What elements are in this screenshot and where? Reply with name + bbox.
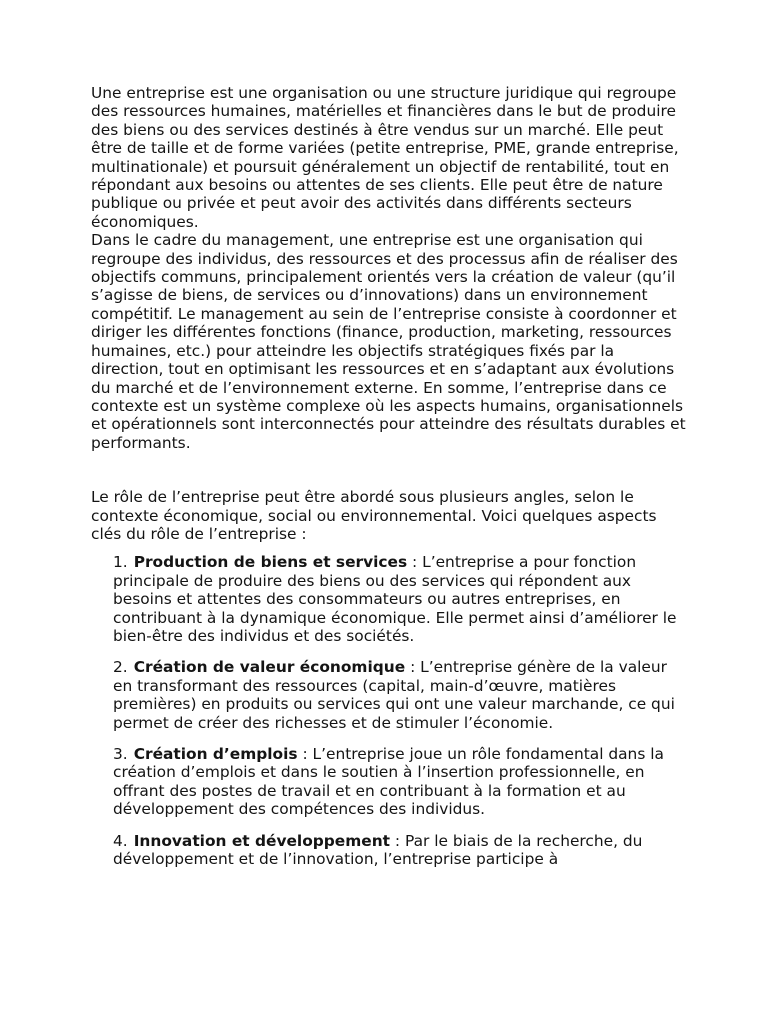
paragraph-role-intro: Le rôle de l’entreprise peut être abordé sous plusieurs angles, selon le contexte économique, social ou environnemental. Voici quelques aspects clés du rôle de l’entreprise : [91,488,657,543]
list-item-number: 4. [113,831,128,850]
list-item [113,553,691,645]
list-item-text: : Par le biais de la recherche, du développement et de l’innovation, l’entreprise participe à [113,831,643,869]
paragraph-management: Dans le cadre du management, une entreprise est une organisation qui regroupe des individus, des ressources et des processus afin de réaliser des objectifs communs, principalement orientés vers la création de valeur (qu’il s’agisse de biens, de services ou d’innovations) dans un environnement compétitif. Le management au sein de l’entreprise consiste à coordonner et diriger les différentes fonctions (finance, production, marketing, ressources humaines, etc.) pour atteindre les objectifs stratégiques fixés par la direction, tout en optimisant les ressources et en s’adaptant aux évolutions du marché et de l’environnement externe. En somme, l’entreprise dans ce contexte est un système complexe où les aspects humains, organisationnels et opérationnels sont interconnectés pour atteindre des résultats durables et performants. [91,231,686,452]
list-item-term: Création de valeur économique [133,658,406,677]
list-item-term: Création d’emplois [133,745,298,763]
list-item [113,832,691,869]
role-list [91,553,691,868]
document-page [91,84,691,881]
list-item-number: 1. [113,553,128,572]
list-item [113,658,691,732]
list-item [113,745,691,819]
list-item-text: : L’entreprise joue un rôle fondamental dans la création d’emplois et dans le soutien à l’insertion professionnelle, en offrant des postes de travail et en contribuant à la formation et au développement des compétences des individus. [113,745,664,819]
paragraph-definition: Une entreprise est une organisation ou une structure juridique qui regroupe des ressources humaines, matérielles et financières dans le but de produire des biens ou des services destinés à être vendus sur un marché. Elle peut être de taille et de forme variées (petite entreprise, PME, grande entreprise, multinationale) et poursuit généralement un objectif de rentabilité, tout en répondant aux besoins ou attentes de ses clients. Elle peut être de nature publique ou privée et peut avoir des activités dans différents secteurs économiques. [91,84,679,231]
list-item-text: : L’entreprise a pour fonction principale de produire des biens ou des services qui répondent aux besoins et attentes des consommateurs ou autres entreprises, en contribuant à la dynamique économique. Elle permet ainsi d’améliorer le bien-être des individus et des sociétés. [113,553,677,645]
list-item-text: : L’entreprise génère de la valeur en transformant des ressources (capital, main-d’œuvre, matières premières) en produits ou services qui ont une valeur marchande, ce qui permet de créer des richesses et de stimuler l’économie. [113,658,675,732]
list-item-number: 2. [113,658,128,677]
list-item-term: Innovation et développement [133,831,391,850]
list-item-term: Production de biens et services [133,553,408,572]
list-item-number: 3. [113,745,128,763]
